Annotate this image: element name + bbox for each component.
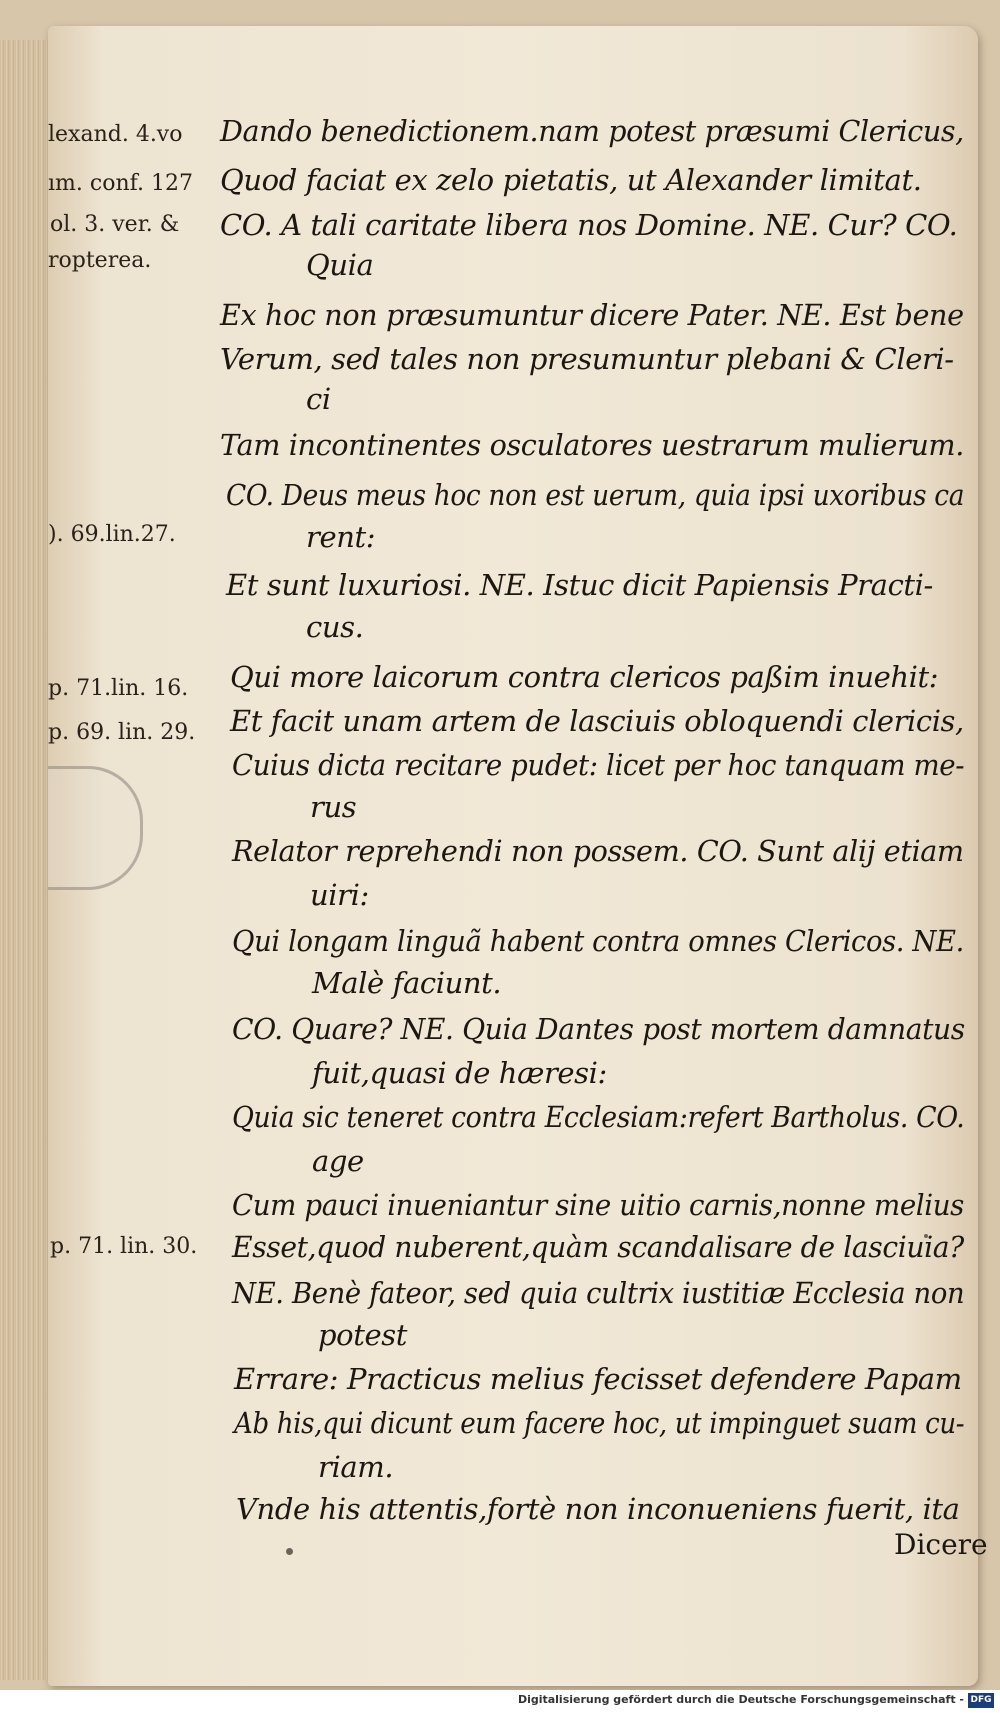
margin-note: p. 71. lin. 30.	[50, 1234, 198, 1259]
dfg-logo: DFG	[968, 1693, 994, 1708]
text-line: Tam incontinentes osculatores uestrarum mulierum.	[220, 428, 964, 462]
text-line: Et sunt luxuriosi. NE. Istuc dicit Papiensis Practi-	[226, 568, 933, 602]
text-line: ci	[306, 382, 331, 416]
ink-spot	[286, 1548, 293, 1555]
text-line: rus	[310, 790, 357, 824]
text-line: Qui longam linguã habent contra omnes Clericos. NE.	[232, 924, 965, 958]
footer-bar	[0, 1690, 1000, 1713]
text-line: CO. Deus meus hoc non est uerum, quia ipsi uxoribus ca	[226, 478, 965, 512]
text-line: age	[312, 1144, 364, 1178]
text-line: rent:	[306, 520, 376, 554]
text-line: Esset,quod nuberent,quàm scandalisare de lasciuia?	[232, 1230, 964, 1264]
paper-clip	[48, 766, 143, 890]
text-line: CO. A tali caritate libera nos Domine. NE. Cur? CO.	[220, 208, 958, 242]
text-line: uiri:	[310, 878, 369, 912]
text-line: Verum, sed tales non presumuntur plebani & Cleri-	[220, 342, 954, 376]
margin-note: lexand. 4.vo	[48, 122, 183, 147]
text-line: Ab his,qui dicunt eum facere hoc, ut impinguet suam cu-	[234, 1406, 965, 1440]
margin-note: p. 71.lin. 16.	[48, 676, 189, 701]
text-line: riam.	[318, 1450, 394, 1484]
margin-note: ). 69.lin.27.	[48, 522, 176, 547]
text-line: Vnde his attentis,fortè non inconueniens fuerit, ita	[236, 1492, 960, 1526]
text-line: Quia	[306, 248, 374, 282]
text-line: Ex hoc non præsumuntur dicere Pater. NE. Est bene	[220, 298, 964, 332]
text-line: Relator reprehendi non possem. CO. Sunt alij etiam	[232, 834, 964, 868]
text-line: NE. Benè fateor, sed quia cultrix iustitiæ Ecclesia non	[232, 1276, 965, 1310]
margin-note: ropterea.	[48, 248, 152, 273]
text-line: Dando benedictionem.nam potest præsumi Clericus,	[220, 114, 964, 148]
margin-note: p. 69. lin. 29.	[48, 720, 196, 745]
text-line: CO. Quare? NE. Quia Dantes post mortem damnatus	[232, 1012, 965, 1046]
text-line: Quia sic teneret contra Ecclesiam:refert Bartholus. CO.	[232, 1100, 965, 1134]
margin-note: ol. 3. ver. &	[50, 212, 180, 237]
margin-note: ım. conf. 127	[48, 171, 193, 196]
text-line: Errare: Practicus melius fecisset defendere Papam	[234, 1362, 962, 1396]
text-line: Cuius dicta recitare pudet: licet per hoc tanquam me-	[232, 748, 965, 782]
text-line: Cum pauci inueniantur sine uitio carnis,nonne melius	[232, 1188, 964, 1222]
footer-credit: Digitalisierung gefördert durch die Deutsche Forschungsgemeinschaft -	[517, 1693, 964, 1706]
book-page	[48, 26, 988, 1686]
text-line: Qui more laicorum contra clericos paßim inuehit:	[230, 660, 939, 694]
page-edges	[0, 40, 53, 1680]
text-line: Quod faciat ex zelo pietatis, ut Alexander limitat.	[220, 163, 922, 197]
text-line: Malè faciunt.	[312, 966, 502, 1000]
text-line: Et facit unam artem de lasciuis obloquendi clericis,	[230, 704, 964, 738]
text-line: potest	[318, 1318, 407, 1352]
text-line: fuit,quasi de hæresi:	[312, 1056, 607, 1090]
catchword: Dicere	[894, 1528, 988, 1561]
text-line: cus.	[306, 610, 364, 644]
